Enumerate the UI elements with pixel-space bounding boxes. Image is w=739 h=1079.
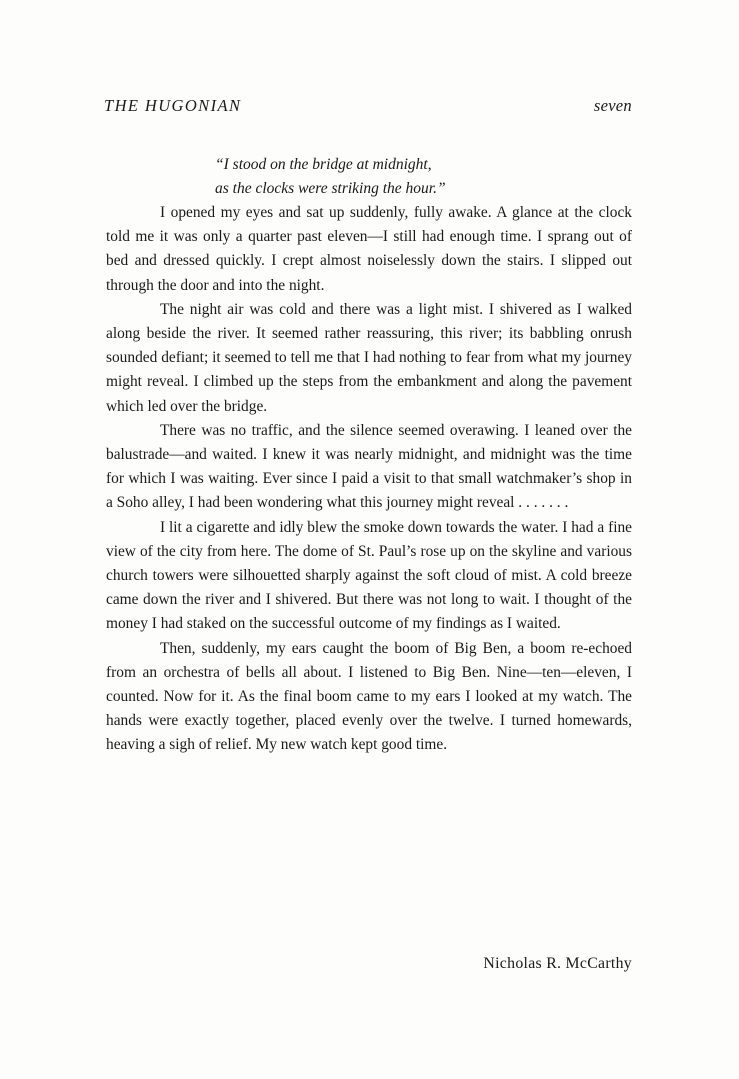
paragraph-3: There was no traffic, and the silence seemed overawing. I leaned over the balustrade—and waited. I knew it was nearly midnight, and midnight was the time for which I was waiting. Ever since I paid a visit to that small watchmaker’s shop in a Soho alley, I had been wondering what this journey might reveal . . . . . . . xyxy=(106,421,632,512)
magazine-title: THE HUGONIAN xyxy=(104,96,242,115)
epigraph-line-1: “I stood on the bridge at midnight, xyxy=(215,156,432,173)
story-body xyxy=(106,201,632,758)
epigraph-line-2: as the clocks were striking the hour.” xyxy=(215,180,446,197)
paragraph-4: I lit a cigarette and idly blew the smoke down towards the water. I had a fine view of the city from here. The dome of St. Paul’s rose up on the skyline and various church towers were silhouetted sharply against the soft cloud of mist. A cold breeze came down the river and I shivered. But there was not long to wait. I thought of the money I had staked on the successful outcome of my findings as I waited. xyxy=(106,518,632,633)
running-head xyxy=(104,96,632,120)
paragraph-5: Then, suddenly, my ears caught the boom of Big Ben, a boom re-echoed from an orchestra of bells all about. I listened to Big Ben. Nine—ten—eleven, I counted. Now for it. As the final boom came to my ears I looked at my watch. The hands were exactly together, placed evenly over the twelve. I turned homewards, heaving a sigh of relief. My new watch kept good time. xyxy=(106,639,632,754)
paragraph-2: The night air was cold and there was a light mist. I shivered as I walked along beside the river. It seemed rather reassuring, this river; its babbling onrush sounded defiant; it seemed to tell me that I had nothing to fear from what my journey might reveal. I climbed up the steps from the embankment and along the pavement which led over the bridge. xyxy=(106,300,632,415)
paragraph-1: I opened my eyes and sat up suddenly, fully awake. A glance at the clock told me it was only a quarter past eleven—I still had enough time. I sprang out of bed and dressed quickly. I crept almost noiselessly down the stairs. I slipped out through the door and into the night. xyxy=(106,204,632,294)
page-number: seven xyxy=(593,96,632,115)
author-signature: Nicholas R. McCarthy xyxy=(483,955,632,972)
epigraph xyxy=(215,153,635,201)
